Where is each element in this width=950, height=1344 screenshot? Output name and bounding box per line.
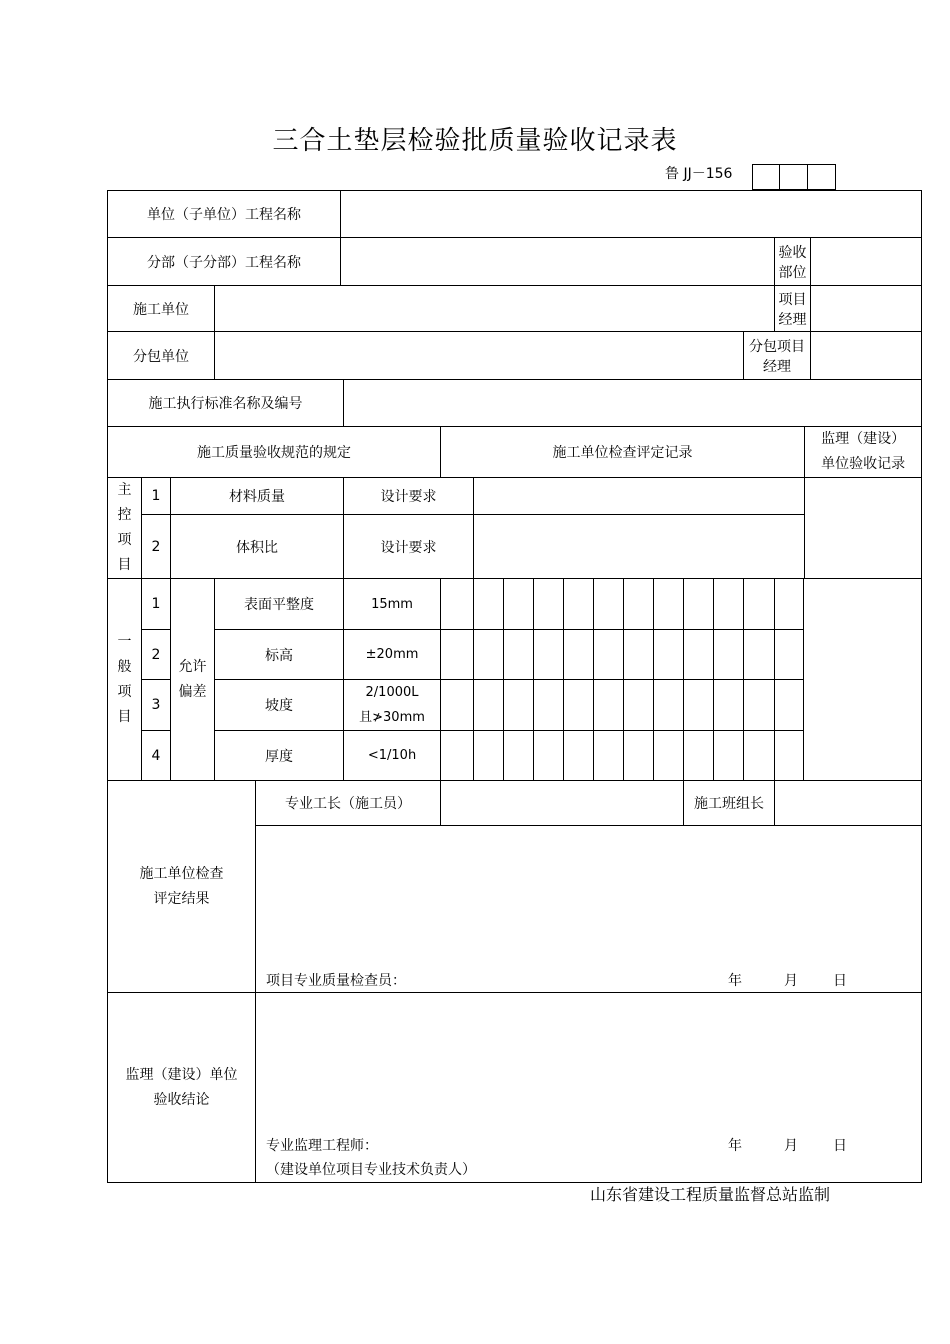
general-item-2-name: 标高: [215, 630, 344, 680]
check-cell[interactable]: [474, 630, 504, 680]
supervision-column-header: [805, 427, 922, 478]
team-leader-value[interactable]: [775, 781, 922, 826]
check-cell[interactable]: [684, 630, 714, 680]
main-item-1-no: 1: [142, 478, 171, 515]
general-item-2-req: ±20mm: [344, 630, 441, 680]
check-cell[interactable]: [474, 731, 504, 781]
construction-unit-value[interactable]: [215, 286, 775, 332]
team-leader-label: 施工班组长: [684, 781, 775, 826]
check-cell[interactable]: [441, 680, 474, 731]
general-item-3-req-line2: 且≯30mm: [359, 710, 425, 725]
check-cell[interactable]: [564, 731, 594, 781]
check-record-column-header: 施工单位检查评定记录: [441, 427, 805, 478]
foreman-value[interactable]: [441, 781, 684, 826]
footer-issuer: 山东省建设工程质量监督总站监制: [590, 1185, 831, 1204]
check-cell[interactable]: [624, 680, 654, 731]
unit-project-label: 单位（子单位）工程名称: [108, 191, 341, 238]
check-cell[interactable]: [534, 579, 564, 630]
sup-year-label: 年: [728, 1138, 742, 1154]
check-cell[interactable]: [624, 630, 654, 680]
main-control-char: 项: [117, 532, 132, 548]
main-control-char: 目: [117, 557, 132, 573]
standard-label: 施工执行标准名称及编号: [108, 380, 344, 427]
supervision-result-line1: 监理（建设）单位: [125, 1066, 238, 1083]
supervision-header-line2: 单位验收记录: [821, 456, 906, 472]
main-item-2-record[interactable]: [474, 515, 805, 579]
check-cell[interactable]: [714, 680, 744, 731]
month-label: 月: [784, 973, 798, 989]
check-cell[interactable]: [534, 630, 564, 680]
check-cell[interactable]: [654, 579, 684, 630]
check-cell[interactable]: [594, 579, 624, 630]
check-cell[interactable]: [744, 680, 775, 731]
general-item-4-no: 4: [142, 731, 171, 781]
check-cell[interactable]: [594, 680, 624, 731]
supervision-result-label: [108, 993, 256, 1183]
tolerance-line1: 允许: [178, 658, 207, 675]
sub-project-manager-value[interactable]: [811, 332, 922, 380]
main-control-label: [108, 478, 142, 579]
construction-result-line1: 施工单位检查: [139, 865, 224, 882]
check-cell[interactable]: [624, 579, 654, 630]
check-cell[interactable]: [534, 680, 564, 731]
subcontractor-value[interactable]: [215, 332, 744, 380]
main-control-char: 控: [117, 507, 132, 523]
acceptance-part-value[interactable]: [811, 238, 922, 286]
check-cell[interactable]: [594, 731, 624, 781]
general-char: 般: [117, 658, 132, 675]
project-manager-label: 项目经理: [775, 286, 811, 332]
engineer-label: 专业监理工程师：: [266, 1138, 378, 1154]
check-cell[interactable]: [684, 579, 714, 630]
check-cell[interactable]: [564, 579, 594, 630]
code-box-2[interactable]: [780, 164, 808, 190]
main-item-2-no: 2: [142, 515, 171, 579]
general-item-4-name: 厚度: [215, 731, 344, 781]
check-cell[interactable]: [504, 630, 534, 680]
check-cell[interactable]: [775, 731, 804, 781]
standard-value[interactable]: [344, 380, 922, 427]
main-control-supervision[interactable]: [805, 478, 922, 579]
check-cell[interactable]: [441, 579, 474, 630]
construction-result-content[interactable]: [256, 826, 922, 993]
check-cell[interactable]: [654, 731, 684, 781]
main-item-2-name: 体积比: [171, 515, 344, 579]
code-box-3[interactable]: [808, 164, 836, 190]
check-cell[interactable]: [441, 731, 474, 781]
check-cell[interactable]: [775, 630, 804, 680]
main-item-1-name: 材料质量: [171, 478, 344, 515]
general-item-1-name: 表面平整度: [215, 579, 344, 630]
main-control-char: 主: [117, 482, 132, 498]
general-supervision[interactable]: [804, 579, 922, 781]
engineer-note: （建设单位项目专业技术负责人）: [266, 1162, 476, 1178]
check-cell[interactable]: [744, 579, 775, 630]
general-item-3-req-line1: 2/1000L: [365, 685, 419, 700]
check-cell[interactable]: [474, 579, 504, 630]
main-item-1-req: 设计要求: [344, 478, 474, 515]
day-label: 日: [833, 973, 847, 989]
check-cell[interactable]: [594, 630, 624, 680]
subcontractor-label: 分包单位: [108, 332, 215, 380]
check-cell[interactable]: [474, 680, 504, 731]
check-cell[interactable]: [564, 630, 594, 680]
foreman-label: 专业工长（施工员）: [256, 781, 441, 826]
check-cell[interactable]: [654, 680, 684, 731]
check-cell[interactable]: [714, 579, 744, 630]
check-cell[interactable]: [744, 630, 775, 680]
check-cell[interactable]: [504, 731, 534, 781]
general-char: 项: [117, 683, 132, 700]
sub-project-label: 分部（子分部）工程名称: [108, 238, 341, 286]
construction-result-label: [108, 781, 256, 993]
general-item-1-no: 1: [142, 579, 171, 630]
check-cell[interactable]: [775, 680, 804, 731]
form-code: 鲁 JJ－156: [665, 166, 733, 182]
supervision-result-content[interactable]: [256, 993, 922, 1183]
project-manager-value[interactable]: [811, 286, 922, 332]
construction-result-line2: 评定结果: [153, 890, 210, 907]
acceptance-record-table: [107, 190, 922, 1183]
supervision-header-line1: 监理（建设）: [821, 431, 906, 447]
general-item-3-name: 坡度: [215, 680, 344, 731]
tolerance-line2: 偏差: [178, 683, 207, 700]
general-label: [108, 579, 142, 781]
spec-column-header: 施工质量验收规范的规定: [108, 427, 441, 478]
tolerance-label: [171, 579, 215, 781]
check-cell[interactable]: [714, 731, 744, 781]
unit-project-value[interactable]: [341, 191, 922, 238]
check-cell[interactable]: [504, 579, 534, 630]
sub-project-value[interactable]: [341, 238, 775, 286]
general-item-2-no: 2: [142, 630, 171, 680]
sub-project-manager-label: 分包项目经理: [744, 332, 811, 380]
general-item-3-req: [344, 680, 441, 731]
general-item-1-req: 15mm: [344, 579, 441, 630]
sup-month-label: 月: [784, 1138, 798, 1154]
check-cell[interactable]: [775, 579, 804, 630]
check-cell[interactable]: [744, 731, 775, 781]
sup-day-label: 日: [833, 1138, 847, 1154]
general-char: 目: [117, 708, 132, 725]
main-item-1-record[interactable]: [474, 478, 805, 515]
general-item-4-req: <1/10h: [344, 731, 441, 781]
general-item-3-no: 3: [142, 680, 171, 731]
check-cell[interactable]: [684, 731, 714, 781]
inspector-label: 项目专业质量检查员：: [266, 973, 406, 989]
construction-unit-label: 施工单位: [108, 286, 215, 332]
general-char: 一: [117, 633, 132, 650]
check-cell[interactable]: [534, 731, 564, 781]
acceptance-part-label: 验收部位: [775, 238, 811, 286]
supervision-result-line2: 验收结论: [153, 1091, 210, 1108]
check-cell[interactable]: [504, 680, 534, 731]
form-title: 三合土垫层检验批质量验收记录表: [272, 126, 678, 156]
check-cell[interactable]: [624, 731, 654, 781]
check-cell[interactable]: [714, 630, 744, 680]
check-cell[interactable]: [684, 680, 714, 731]
check-cell[interactable]: [441, 630, 474, 680]
main-item-2-req: 设计要求: [344, 515, 474, 579]
year-label: 年: [728, 973, 742, 989]
code-box-1[interactable]: [752, 164, 780, 190]
check-cell[interactable]: [564, 680, 594, 731]
check-cell[interactable]: [654, 630, 684, 680]
